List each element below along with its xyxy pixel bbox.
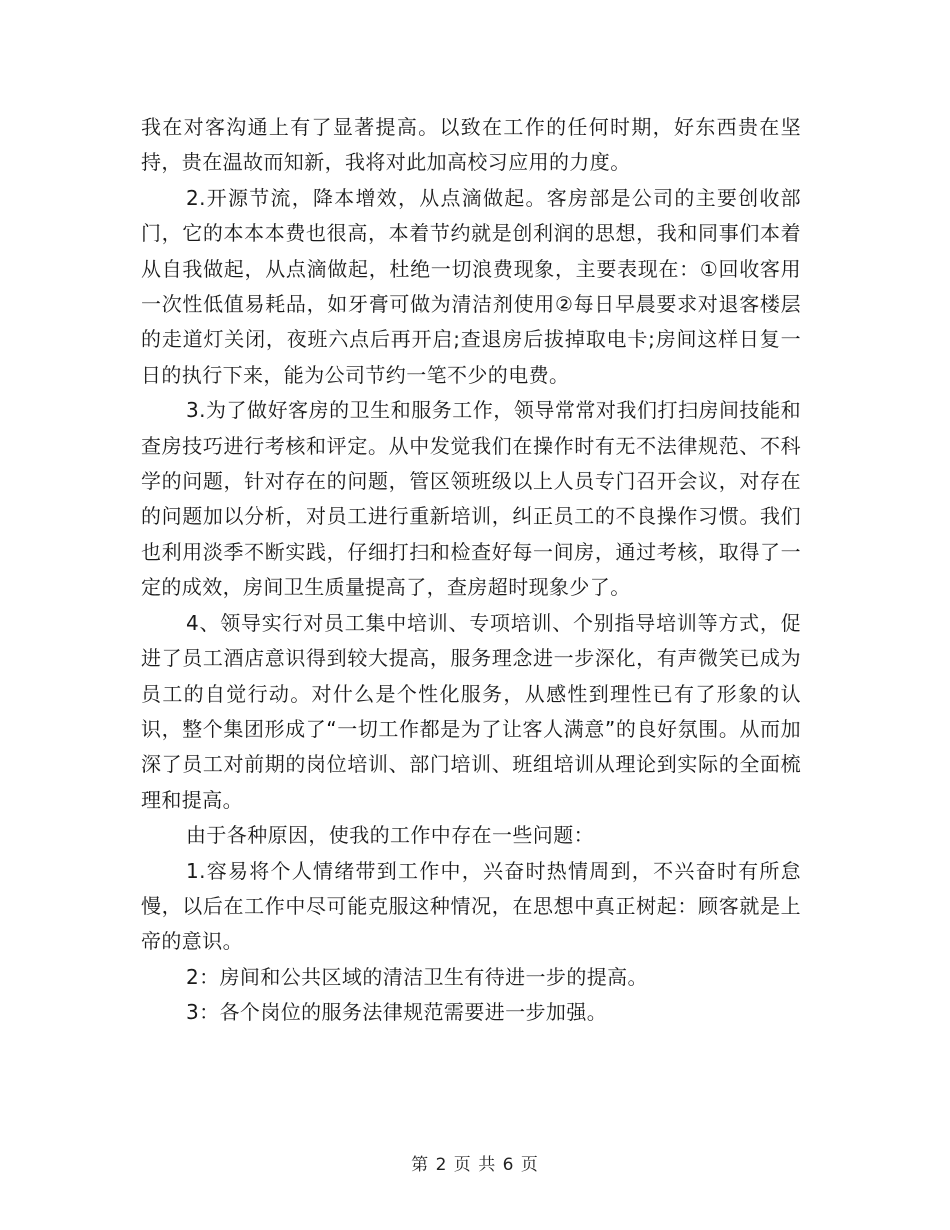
paragraph-problem-1: 1.容易将个人情绪带到工作中，兴奋时热情周到，不兴奋时有所怠慢，以后在工作中尽可能克服这种情况，在思想中真正树起：顾客就是上帝的意识。 — [141, 858, 801, 954]
paragraph-problem-2: 2：房间和公共区域的清洁卫生有待进一步的提高。 — [186, 964, 648, 989]
document-body — [141, 110, 801, 1031]
paragraph-problems-intro: 由于各种原因，使我的工作中存在一些问题： — [186, 823, 594, 848]
paragraph-continuation: 我在对客沟通上有了显著提高。以致在工作的任何时期，好东西贵在坚持，贵在温故而知新，我将对此加高校习应用的力度。 — [141, 115, 801, 175]
paragraph-item-2: 2.开源节流，降本增效，从点滴做起。客房部是公司的主要创收部门，它的本本本费也很高，本着节约就是创利润的思想，我和同事们本着从自我做起，从点滴做起，杜绝一切浪费现象，主要表现在：①回收客用一次性低值易耗品，如牙膏可做为清洁剂使用②每日早晨要求对退客楼层的走道灯关闭，夜班六点后再开启;查退房后拔掉取电卡;房间这样日复一日的执行下来，能为公司节约一笔不少的电费。 — [141, 185, 801, 387]
paragraph-item-4: 4、领导实行对员工集中培训、专项培训、个别指导培训等方式，促进了员工酒店意识得到较大提高，服务理念进一步深化，有声微笑已成为员工的自觉行动。对什么是个性化服务，从感性到理性已有了形象的认识，整个集团形成了“一切工作都是为了让客人满意”的良好氛围。从而加深了员工对前期的岗位培训、部门培训、班组培训从理论到实际的全面梳理和提高。 — [141, 610, 801, 812]
page-number-footer: 第 2 页 共 6 页 — [411, 1155, 539, 1175]
paragraph-item-3: 3.为了做好客房的卫生和服务工作，领导常常对我们打扫房间技能和查房技巧进行考核和评定。从中发觉我们在操作时有无不法律规范、不科学的问题，针对存在的问题，管区领班级以上人员专门召开会议，对存在的问题加以分析，对员工进行重新培训，纠正员工的不良操作习惯。我们也利用淡季不断实践，仔细打扫和检查好每一间房，通过考核，取得了一定的成效，房间卫生质量提高了，查房超时现象少了。 — [141, 398, 801, 600]
paragraph-problem-3: 3：各个岗位的服务法律规范需要进一步加强。 — [186, 1000, 608, 1025]
